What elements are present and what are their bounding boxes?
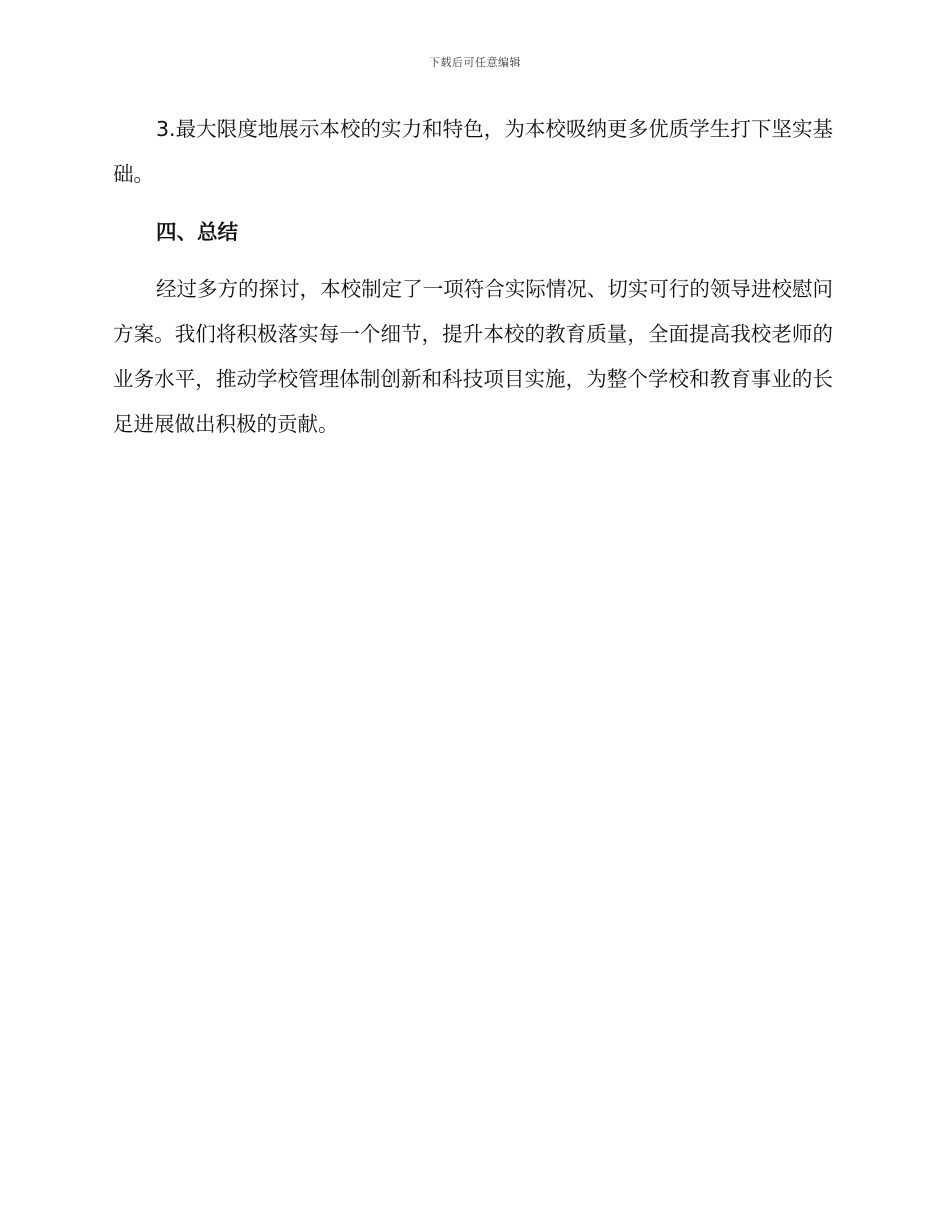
- summary-paragraph: 经过多方的探讨，本校制定了一项符合实际情况、切实可行的领导进校慰问方案。我们将积极落实每一个细节，提升本校的教育质量，全面提高我校老师的业务水平，推动学校管理体制创新和科技项目实施，为整个学校和教育事业的长足进展做出积极的贡献。: [113, 277, 833, 436]
- list-item-3: 3.最大限度地展示本校的实力和特色，为本校吸纳更多优质学生打下坚实基础。: [113, 117, 833, 186]
- document-body: [113, 107, 833, 447]
- page-header: 下载后可任意编辑: [429, 56, 521, 69]
- section-heading: 四、总结: [156, 220, 238, 244]
